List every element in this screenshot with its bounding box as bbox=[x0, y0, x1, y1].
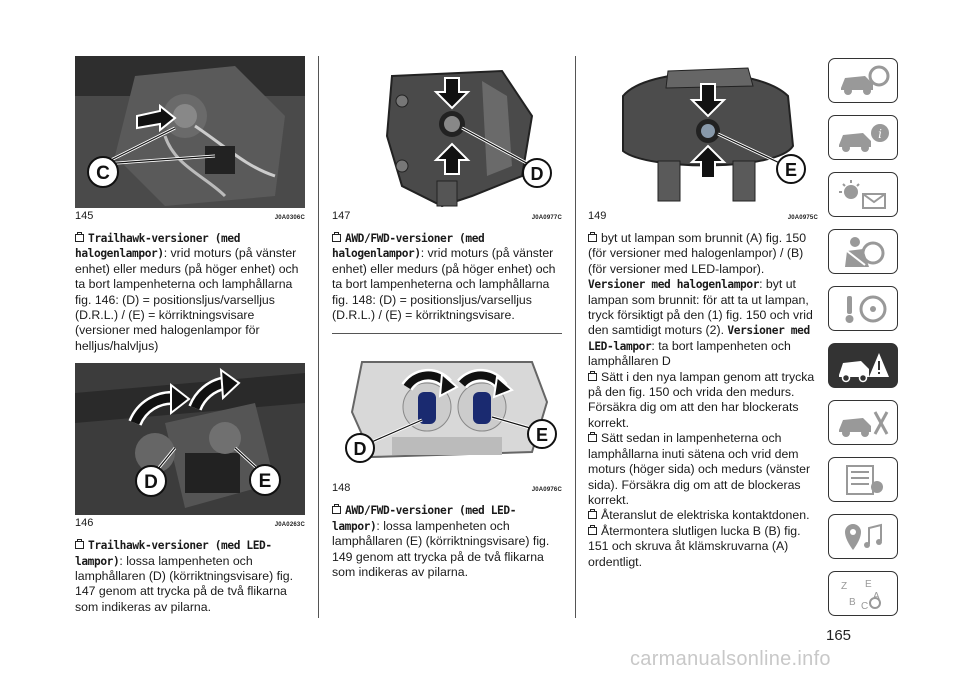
svg-text:i: i bbox=[878, 126, 882, 141]
sidebar-tab-specifications[interactable] bbox=[828, 457, 898, 502]
paragraph-trailhawk-led: Trailhawk-versioner (med LED-lampor): lossa lampenheten och lamphållaren (D) (körriktningsvisare) fig. 147 genom att trycka på de två flikarna som indikeras av pilarna. bbox=[75, 539, 293, 614]
callout-d: D bbox=[144, 472, 158, 494]
column-1 bbox=[75, 56, 305, 615]
figure-code: J0A0263C bbox=[274, 522, 305, 529]
specifications-icon bbox=[835, 463, 891, 497]
figure-145-image bbox=[75, 56, 305, 208]
car-maintenance-icon bbox=[835, 406, 891, 440]
figure-148-caption bbox=[332, 482, 562, 497]
sidebar-tab-seatbelt-safety[interactable] bbox=[828, 229, 898, 274]
bullet-icon bbox=[332, 234, 341, 242]
section-rule bbox=[332, 333, 562, 334]
bullet-icon bbox=[75, 541, 84, 549]
warning-lights-icon bbox=[835, 178, 891, 212]
figure-146-caption bbox=[75, 517, 305, 532]
column-2 bbox=[332, 56, 562, 580]
paragraph-awd-led: AWD/FWD-versioner (med LED-lampor): lossa lampenheten och lamphållaren (E) (körriktningsvisare) fig. 149 genom att trycka på de två flikarna som indikeras av pilarna. bbox=[332, 504, 550, 580]
bullet-icon bbox=[588, 511, 597, 519]
car-steering-icon bbox=[835, 64, 891, 98]
figure-145-caption bbox=[75, 210, 305, 225]
bullet-icon bbox=[588, 234, 597, 242]
paragraph-reconnect: Återanslut de elektriska kontaktdonen. bbox=[588, 508, 818, 523]
bullet-icon bbox=[588, 434, 597, 442]
figure-148-image bbox=[332, 342, 562, 480]
svg-text:C: C bbox=[861, 600, 869, 611]
paragraph-insert-bulb: Sätt i den nya lampan genom att trycka på den fig. 150 och vrida den medurs. Försäkra dig om att den har blockerats korrekt. bbox=[588, 369, 815, 430]
sidebar-tab-car-maintenance[interactable] bbox=[828, 400, 898, 445]
bullet-icon bbox=[588, 527, 597, 535]
driving-controls-icon bbox=[835, 292, 891, 326]
callout-e: E bbox=[258, 471, 272, 493]
callout-e: E bbox=[535, 425, 549, 446]
bullet-icon bbox=[75, 234, 84, 242]
figure-number: 149 bbox=[588, 210, 607, 222]
seatbelt-safety-icon bbox=[835, 235, 891, 269]
car-breakdown-icon bbox=[835, 349, 891, 383]
svg-text:B: B bbox=[849, 596, 856, 608]
figure-code: J0A0977C bbox=[531, 215, 562, 221]
multimedia-icon bbox=[835, 520, 891, 554]
bullet-icon bbox=[588, 373, 597, 381]
figure-number: 145 bbox=[75, 210, 94, 222]
paragraph-insert-units: Sätt sedan in lampenheterna och lamphållarna inuti sätena och vrid dem moturs (höger sida) och medurs (vänster sida). Försäkra dig om att de blockeras korrekt. bbox=[588, 431, 811, 507]
figure-number: 146 bbox=[75, 517, 94, 530]
figure-code: J0A0306C bbox=[274, 215, 305, 221]
paragraph-trailhawk-halogen: Trailhawk-versioner (med halogenlampor): vrid moturs (på vänster enhet) eller medurs (på höger enhet) och ta bort lampenheterna och lamphållarna fig. 146: (D) = positionsljus/varselljus (D.R.L.) / (E) = körriktningsvisare (versioner med halogenlampor för helljus/halvljus) bbox=[75, 232, 299, 353]
figure-147-caption bbox=[332, 210, 562, 225]
sidebar-tab-warning-lights[interactable] bbox=[828, 172, 898, 217]
sidebar-tab-multimedia[interactable] bbox=[828, 514, 898, 559]
sidebar-tab-car-steering[interactable] bbox=[828, 58, 898, 103]
paragraph-awd-halogen: AWD/FWD-versioner (med halogenlampor): vrid moturs (på vänster enhet) eller medurs (på höger enhet) och ta bort lampenheterna och lamphållarna fig. 148: (D) = positionsljus/varselljus (D.R.L.) / (E) = körriktningsvisare. bbox=[332, 232, 556, 323]
page-number: 165 bbox=[826, 627, 852, 644]
column-3 bbox=[588, 56, 818, 570]
figure-number: 148 bbox=[332, 482, 351, 495]
sidebar-tab-index[interactable] bbox=[828, 571, 898, 616]
sidebar-tab-driving-controls[interactable] bbox=[828, 286, 898, 331]
figure-code: J0A0976C bbox=[531, 487, 562, 494]
bullet-icon bbox=[332, 506, 341, 514]
column-divider bbox=[318, 56, 319, 618]
callout-e: E bbox=[784, 160, 798, 180]
sidebar-tab-car-breakdown[interactable] bbox=[828, 343, 898, 388]
sidebar-tab-car-info[interactable] bbox=[828, 115, 898, 160]
svg-text:Z: Z bbox=[841, 580, 848, 592]
watermark: carmanualsonline.info bbox=[630, 648, 831, 670]
paragraph-refit-cover: Återmontera slutligen lucka B (B) fig. 151 och skruva åt klämskruvarna (A) ordentligt. bbox=[588, 523, 801, 569]
figure-149-caption bbox=[588, 210, 818, 225]
svg-text:A: A bbox=[873, 590, 880, 602]
svg-text:E: E bbox=[865, 578, 872, 590]
callout-d: D bbox=[353, 439, 367, 460]
figure-147-image bbox=[332, 56, 562, 208]
figure-146-image bbox=[75, 363, 305, 515]
column-divider bbox=[575, 56, 576, 618]
figure-149-image bbox=[588, 56, 818, 208]
callout-d: D bbox=[530, 164, 544, 184]
paragraph-replace-bulb: byt ut lampan som brunnit (A) fig. 150 (för versioner med halogenlampor) / (B) (för versioner med LED-lampor). Versioner med halogenlampor: byt ut lampan som brunnit: för att ta ut lampan, tryck försiktigt på den (1) fig. 150 och vrid den samtidigt moturs (2). Versioner med LED-lampor: ta bort lampenheten och lamphållaren D bbox=[588, 231, 813, 369]
callout-c: C bbox=[96, 163, 110, 184]
figure-code: J0A0975C bbox=[787, 215, 818, 221]
index-icon bbox=[835, 577, 891, 611]
figure-number: 147 bbox=[332, 210, 351, 222]
car-info-icon bbox=[835, 121, 891, 155]
